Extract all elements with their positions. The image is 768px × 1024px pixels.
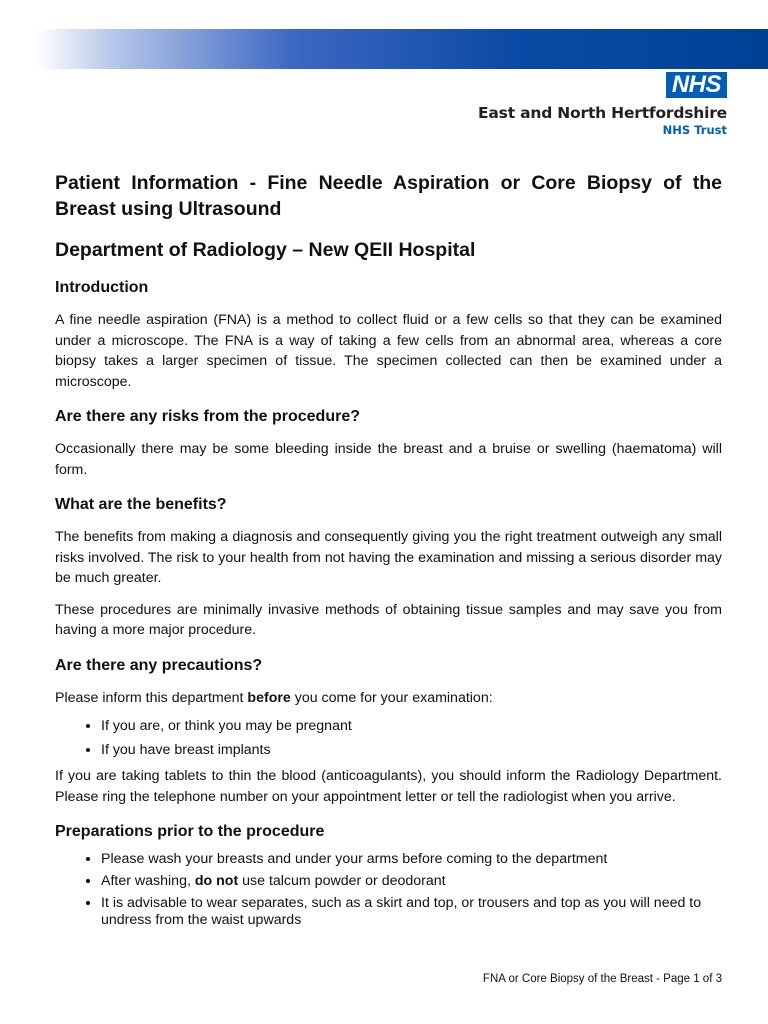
introduction-paragraph: A fine needle aspiration (FNA) is a method to collect fluid or a few cells so that they can be examined under a microscope. The FNA is a way of taking a few cells from an abnormal area, whereas a core biopsy takes a larger specimen of tissue. The specimen collected can then be examined under a microscope. [55,312,722,390]
nhs-trust-logo [478,72,727,137]
list-item: • It is advisable to wear separates, such as a skirt and top, or trousers and top as you will need to undress from the waist upwards [101,895,722,929]
precautions-intro-end: you come for your examination: [290,689,493,706]
prep-item-2-bold: do not [194,873,239,889]
header-banner [36,29,768,69]
department-heading: Department of Radiology – New QEII Hospital [55,239,476,261]
prep-item-2-end: use talcum powder or deodorant [238,873,446,889]
list-item [101,873,722,890]
org-subtitle: NHS Trust [662,123,727,137]
risks-paragraph: Occasionally there may be some bleeding inside the breast and a bruise or swelling (haematoma) will form. [55,441,722,478]
list-item: • Please wash your breasts and under your arms before coming to the department [101,851,722,868]
page-footer: FNA or Core Biopsy of the Breast - Page 1 of 3 [482,973,722,985]
precautions-heading: Are there any precautions? [55,656,263,674]
preparations-list [55,851,722,929]
preparations-heading: Preparations prior to the procedure [55,823,325,840]
list-item: • If you have breast implants [101,742,722,759]
precautions-intro [55,688,722,709]
precautions-intro-start: Please inform this department [55,689,248,706]
list-item: • If you are, or think you may be pregnant [101,718,722,735]
benefits-paragraph-1: The benefits from making a diagnosis and consequently giving you the right treatment outweigh any small risks involved. The risk to your health from not having the examination and missing a serious disorder may be much greater. [55,529,722,586]
benefits-heading: What are the benefits? [55,496,227,513]
org-name: East and North Hertfordshire [478,104,727,122]
nhs-logo-box: NHS [666,72,727,98]
introduction-heading: Introduction [55,279,149,296]
document-title: Patient Information - Fine Needle Aspiration or Core Biopsy of the Breast using Ultrasound [55,172,722,220]
precautions-intro-bold: before [247,689,291,706]
benefits-paragraph-2: These procedures are minimally invasive methods of obtaining tissue samples and may save you from having a more major procedure. [55,601,722,638]
prep-item-2-start: After washing, [101,873,195,889]
anticoagulants-paragraph: If you are taking tablets to thin the blood (anticoagulants), you should inform the Radiology Department. Please ring the telephone number on your appointment letter or tell the radiologist when you arrive. [55,768,722,805]
risks-heading: Are there any risks from the procedure? [55,408,360,425]
document-body [55,170,722,934]
precautions-list [55,718,722,759]
